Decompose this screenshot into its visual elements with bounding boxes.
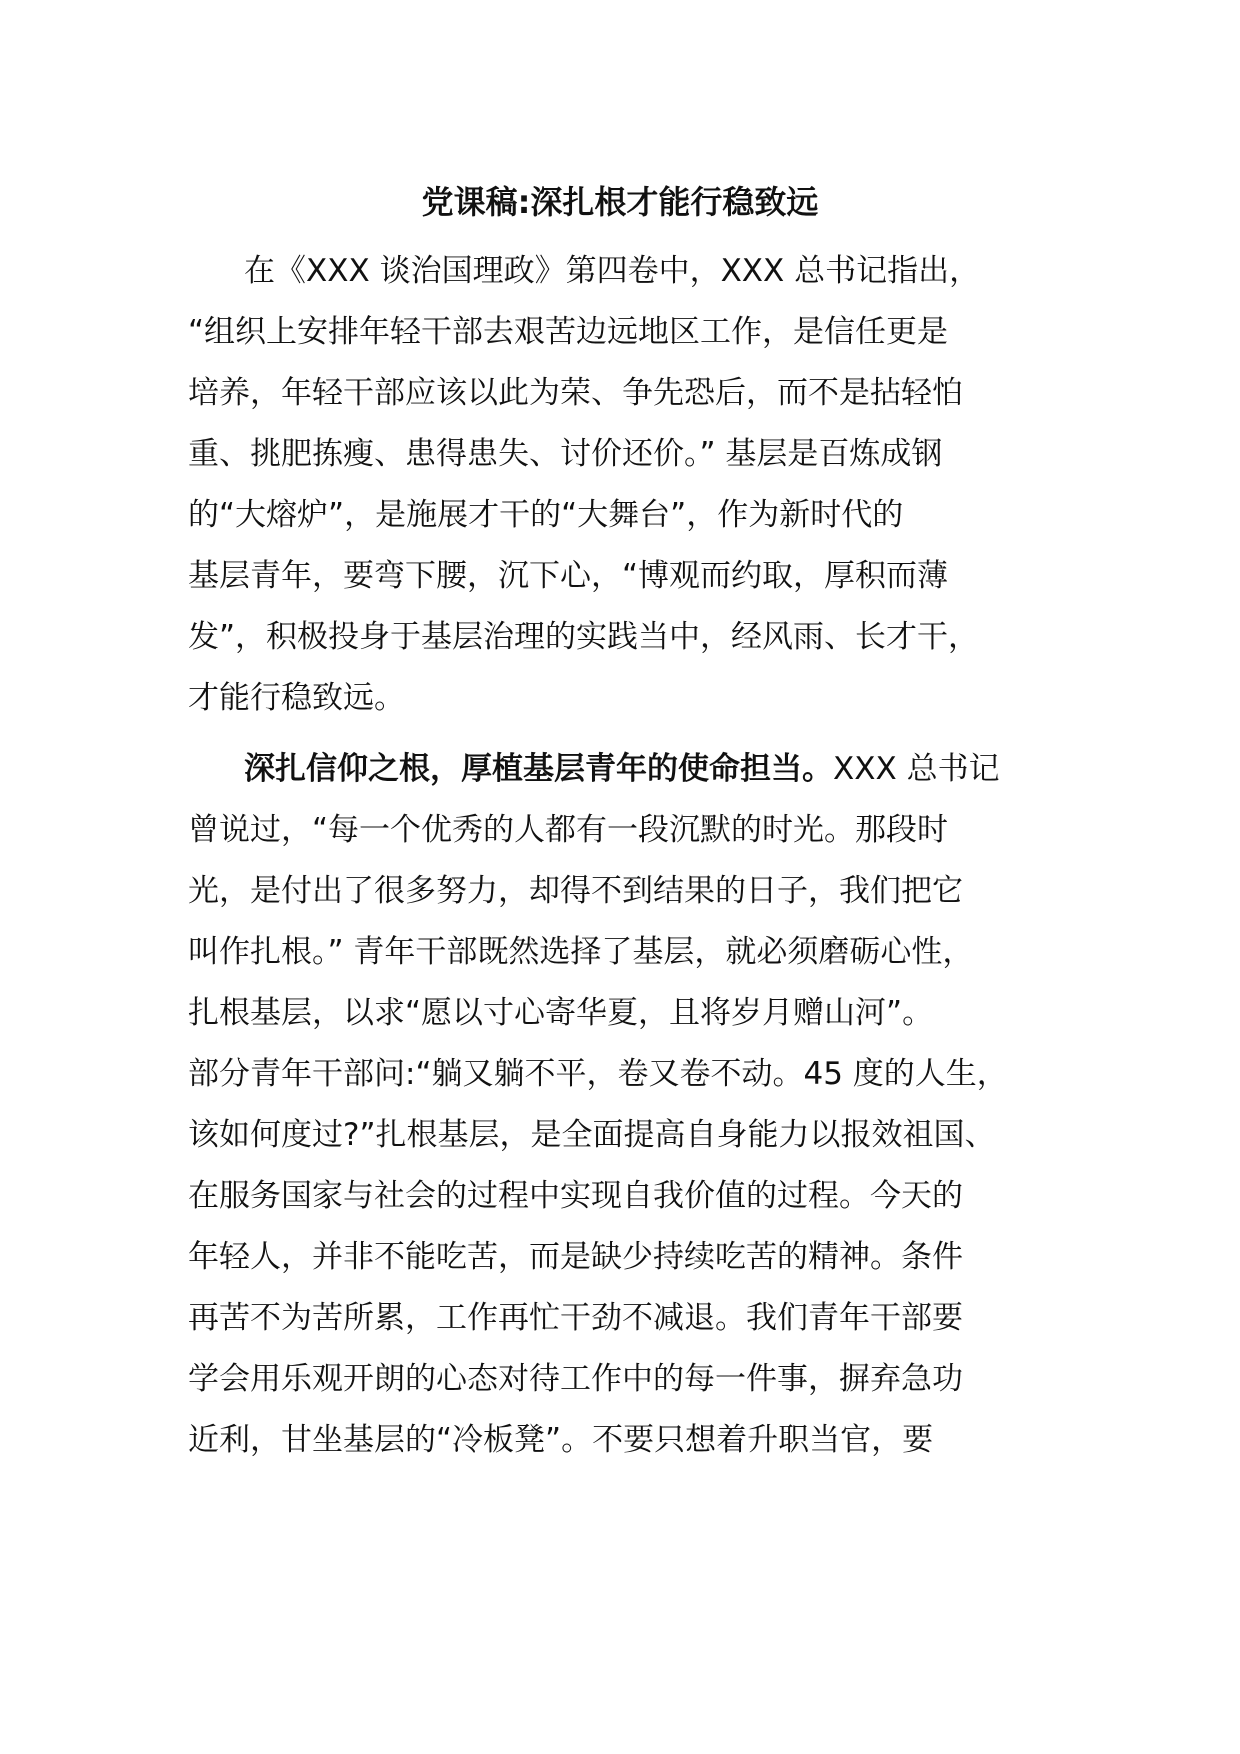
paragraph-2-line-9: 年轻人，并非不能吃苦，而是缺少持续吃苦的精神。条件: [188, 1239, 963, 1275]
paragraph-2-line-4: 叫作扎根。” 青年干部既然选择了基层，就必须磨砺心性，: [188, 934, 974, 970]
paragraph-2-line-1: [244, 743, 1000, 795]
paragraph-2-line-6: 部分青年干部问:“躺又躺不平，卷又卷不动。45 度的人生，: [188, 1056, 1008, 1092]
paragraph-2-line-5: 扎根基层，以求“愿以寸心寄华夏，且将岁月赠山河”。: [188, 995, 934, 1031]
document-title: 党课稿:深扎根才能行稳致远: [421, 183, 819, 221]
paragraph-1-line-8: 才能行稳致远。: [188, 680, 405, 716]
paragraph-1-line-1: 在《XXX 谈治国理政》第四卷中，XXX 总书记指出，: [244, 253, 981, 289]
paragraph-2-line-1-rest: XXX 总书记: [833, 751, 1000, 787]
paragraph-2-line-11: 学会用乐观开朗的心态对待工作中的每一件事，摒弃急功: [188, 1361, 963, 1397]
paragraph-2-line-3: 光，是付出了很多努力，却得不到结果的日子，我们把它: [188, 873, 963, 909]
paragraph-2-line-7: 该如何度过?”扎根基层，是全面提高自身能力以报效祖国、: [188, 1117, 996, 1153]
paragraph-1-line-4: 重、挑肥拣瘦、患得患失、讨价还价。” 基层是百炼成钢: [188, 436, 943, 472]
paragraph-2-line-12: 近利，甘坐基层的“冷板凳”。不要只想着升职当官，要: [188, 1422, 934, 1458]
paragraph-1-line-2: “组织上安排年轻干部去艰苦边远地区工作，是信任更是: [188, 314, 949, 350]
paragraph-2-line-8: 在服务国家与社会的过程中实现自我价值的过程。今天的: [188, 1178, 963, 1214]
paragraph-2-line-10: 再苦不为苦所累，工作再忙干劲不减退。我们青年干部要: [188, 1300, 963, 1336]
paragraph-1-line-5: 的“大熔炉”，是施展才干的“大舞台”，作为新时代的: [188, 497, 904, 533]
paragraph-2-line-2: 曾说过，“每一个优秀的人都有一段沉默的时光。那段时: [188, 812, 949, 848]
paragraph-1-line-3: 培养，年轻干部应该以此为荣、争先恐后，而不是拈轻怕: [188, 375, 963, 411]
paragraph-1-line-6: 基层青年，要弯下腰，沉下心，“博观而约取，厚积而薄: [188, 558, 949, 594]
paragraph-1-line-7: 发”，积极投身于基层治理的实践当中，经风雨、长才干，: [188, 619, 980, 655]
paragraph-2-heading: 深扎信仰之根，厚植基层青年的使命担当。: [244, 751, 833, 787]
